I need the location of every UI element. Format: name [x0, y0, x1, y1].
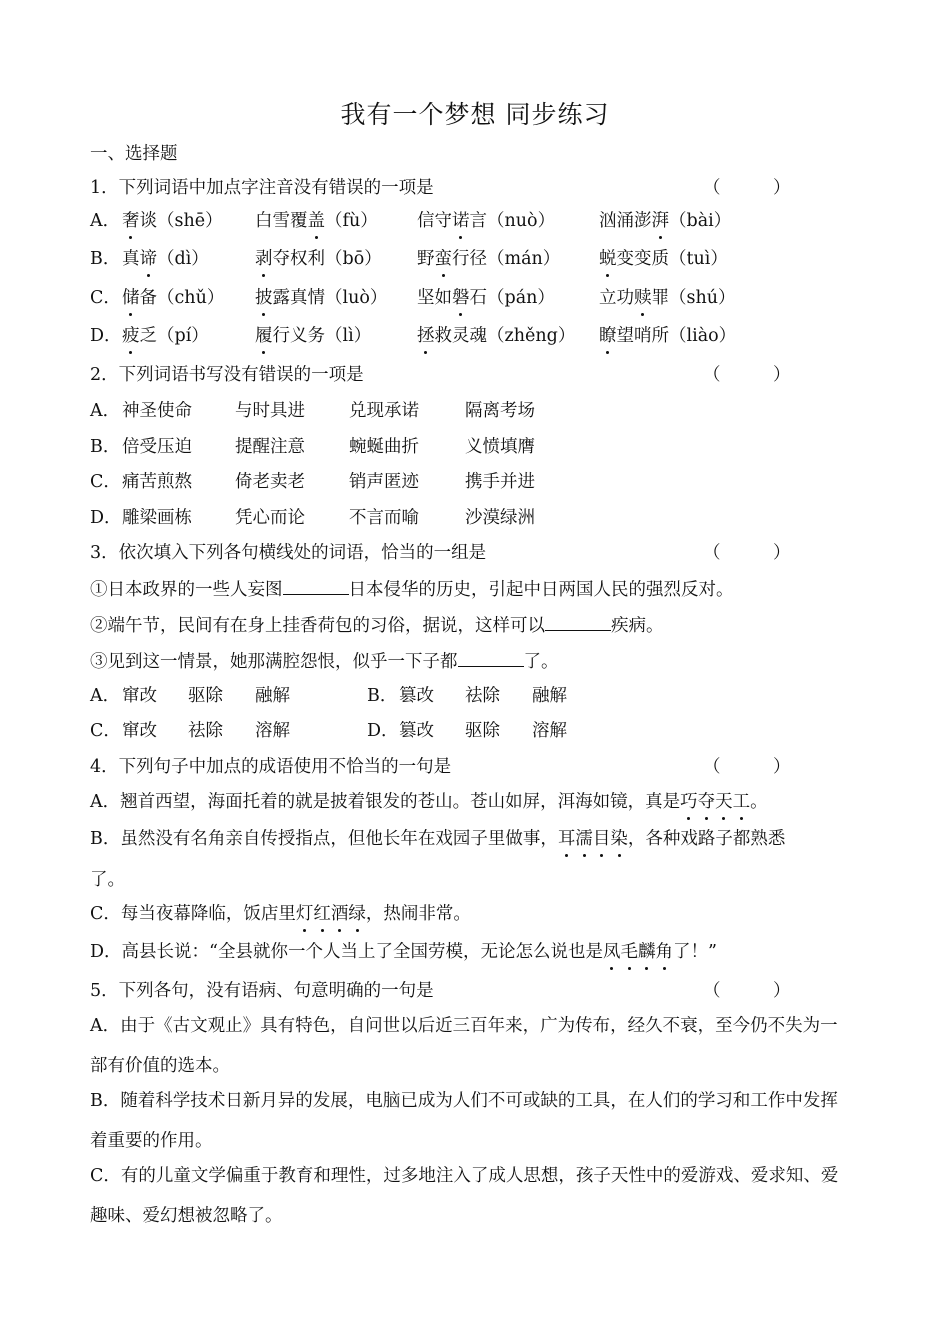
q3-option-word: 融解 — [532, 686, 567, 706]
q1-option-label: B． — [90, 249, 121, 269]
q5-option-b: B．随着科学技术日新月异的发展，电脑已成为人们不可或缺的工具，在人们的学习和工作中发挥着重要的作用。 — [90, 1091, 838, 1151]
item-text: 坚如 — [417, 288, 452, 308]
q1-option-label: A． — [90, 211, 121, 231]
q3-option-word: 窜改 — [122, 686, 157, 706]
q1-option-item — [599, 287, 736, 309]
q4-option-d — [90, 941, 717, 963]
q2-option-label: C． — [90, 472, 121, 492]
emphasis-char: 凤 — [602, 942, 621, 962]
emphasis-char: 工 — [732, 792, 751, 812]
q2-option-word: 神圣使命 — [122, 401, 192, 421]
item-text: 乏（pí） — [139, 326, 209, 346]
item-text: 言（nuò） — [469, 211, 556, 231]
fill-blank — [545, 614, 611, 631]
item-text: 备（chǔ） — [139, 288, 225, 308]
q1-option-item — [599, 325, 736, 347]
q2-option-label: D． — [90, 508, 122, 528]
emphasis-char: 谛 — [139, 249, 157, 269]
emphasis-char: 瞭 — [599, 326, 617, 346]
item-text: 白雪覆 — [255, 211, 308, 231]
emphasis-char: 灯 — [295, 904, 314, 924]
emphasis-char: 毛 — [620, 942, 638, 962]
q1-option-item — [122, 325, 209, 347]
fill-blank — [283, 578, 349, 595]
q3-option-word: 祛除 — [465, 686, 500, 706]
q2-answer-bracket: （ ） — [703, 365, 791, 385]
q3-option-word: 篡改 — [399, 686, 434, 706]
emphasis-char: 奢 — [122, 211, 140, 231]
item-text: （bài） — [669, 211, 732, 231]
q4-c-end: ，热闹非常。 — [365, 904, 471, 924]
q3-sentence-2 — [90, 614, 664, 637]
emphasis-char: 赎 — [634, 288, 652, 308]
q4-c-idiom — [296, 904, 366, 924]
q4-b-text: B．虽然没有名角亲自传授指点，但他长年在戏园子里做事， — [90, 829, 558, 849]
q4-a-text: A．翘首西望，海面托着的就是披着银发的苍山。苍山如屏，洱海如镜，真是 — [90, 792, 681, 812]
emphasis-char: 目 — [592, 829, 611, 849]
q4-answer-bracket: （ ） — [703, 757, 791, 777]
q3-sentence-3 — [90, 650, 559, 673]
emphasis-char: 蛮 — [434, 249, 452, 269]
q3-option-label: D． — [367, 721, 399, 741]
q4-option-a — [90, 791, 768, 813]
q1-answer-bracket: （ ） — [703, 178, 791, 198]
emphasis-char: 磐 — [452, 288, 470, 308]
emphasis-char: 湃 — [651, 211, 669, 231]
q1-option-item — [255, 287, 387, 309]
emphasis-char: 疲 — [122, 326, 140, 346]
q4-option-b — [90, 828, 785, 850]
item-text: 变变质（tuì） — [616, 249, 728, 269]
q2-option-word: 倚老卖老 — [235, 472, 305, 492]
emphasis-char: 耳 — [557, 829, 576, 849]
q3-s2-text: ②端午节，民间有在身上挂香荷包的习俗，据说，这样可以 — [90, 616, 545, 636]
q4-d-end: 了！” — [672, 942, 717, 962]
emphasis-char: 麟 — [637, 942, 656, 962]
item-text: 罪（shú） — [651, 288, 736, 308]
q4-d-text: D．高县长说：“全县就你一个人当上了全国劳模，无论怎么说也是 — [90, 942, 603, 962]
emphasis-char: 红 — [313, 904, 331, 924]
emphasis-char: 天 — [715, 792, 733, 812]
emphasis-char: 盖 — [307, 211, 325, 231]
q2-option-word: 倍受压迫 — [122, 437, 192, 457]
q3-option-word: 祛除 — [188, 721, 223, 741]
item-text: 真 — [122, 249, 140, 269]
emphasis-char: 巧 — [680, 792, 698, 812]
item-text: （fù） — [325, 211, 378, 231]
q1-stem: 1．下列词语中加点字注音没有错误的一项是 — [90, 178, 434, 198]
item-text: 望哨所（liào） — [616, 326, 737, 346]
q3-option-label: A． — [90, 686, 121, 706]
q1-option-item — [599, 248, 728, 270]
q2-option-label: B． — [90, 437, 121, 457]
emphasis-char: 角 — [655, 942, 673, 962]
q4-c-text: C．每当夜幕降临，饭店里 — [90, 904, 296, 924]
q3-s1-text-end: 日本侵华的历史，引起中日两国人民的强烈反对。 — [348, 580, 734, 600]
q2-stem: 2．下列词语书写没有错误的一项是 — [90, 365, 364, 385]
q4-stem: 4．下列句子中加点的成语使用不恰当的一句是 — [90, 757, 452, 777]
item-text: 信守 — [417, 211, 452, 231]
emphasis-char: 诺 — [452, 211, 470, 231]
q3-option-word: 融解 — [255, 686, 290, 706]
q1-option-item — [417, 287, 555, 309]
q2-option-word: 提醒注意 — [235, 437, 305, 457]
q3-s2-text-end: 疾病。 — [611, 616, 664, 636]
page-title: 我有一个梦想 同步练习 — [340, 100, 610, 129]
q1-option-item — [255, 325, 371, 347]
section-heading: 一、选择题 — [90, 144, 178, 164]
q1-option-label: C． — [90, 288, 121, 308]
q5-stem: 5．下列各句，没有语病、句意明确的一句是 — [90, 981, 434, 1001]
q1-option-item — [599, 210, 731, 232]
q1-option-label: D． — [90, 326, 122, 346]
item-text: 行义务（lì） — [272, 326, 372, 346]
q1-option-item — [122, 210, 223, 232]
q1-option-item — [122, 248, 209, 270]
item-text: 石（pán） — [469, 288, 555, 308]
q2-option-word: 义愤填膺 — [465, 437, 535, 457]
q3-stem: 3．依次填入下列各句横线处的词语，恰当的一组是 — [90, 543, 487, 563]
q3-option-word: 溶解 — [532, 721, 567, 741]
emphasis-char: 披 — [255, 288, 273, 308]
q3-option-word: 窜改 — [122, 721, 157, 741]
q1-option-item — [255, 210, 378, 232]
q3-s3-text: ③见到这一情景，她那满腔怨恨，似乎一下子都 — [90, 652, 458, 672]
q4-option-c — [90, 903, 471, 925]
emphasis-char: 蜕 — [599, 249, 617, 269]
q2-option-word: 凭心而论 — [235, 508, 305, 528]
emphasis-char: 拯 — [417, 326, 435, 346]
item-text: 谈（shē） — [139, 211, 223, 231]
q2-option-word: 与时具进 — [235, 401, 305, 421]
item-text: 救灵魂（zhěng） — [434, 326, 576, 346]
q2-option-word: 隔离考场 — [465, 401, 535, 421]
q2-option-word: 销声匿迹 — [349, 472, 419, 492]
q3-option-word: 篡改 — [399, 721, 434, 741]
item-text: 汹涌澎 — [599, 211, 652, 231]
item-text: （dì） — [157, 249, 209, 269]
q2-option-word: 不言而喻 — [349, 508, 419, 528]
q3-option-label: B． — [367, 686, 398, 706]
emphasis-char: 夺 — [697, 792, 716, 812]
q1-option-item — [417, 325, 575, 347]
q4-b-end: ，各种戏路子都熟悉 — [627, 829, 786, 849]
q5-option-a: A．由于《古文观止》具有特色，自问世以后近三百年来，广为传布，经久不衰，至今仍不失为一部有价值的选本。 — [90, 1016, 838, 1076]
item-text: 立功 — [599, 288, 634, 308]
q3-option-word: 溶解 — [255, 721, 290, 741]
emphasis-char: 染 — [610, 829, 628, 849]
emphasis-char: 酒 — [330, 904, 349, 924]
item-text: 野 — [417, 249, 435, 269]
emphasis-char: 履 — [255, 326, 273, 346]
item-text: 露真情（luò） — [272, 288, 388, 308]
q4-b-idiom — [558, 829, 628, 849]
q2-option-word: 兑现承诺 — [349, 401, 419, 421]
emphasis-char: 剥 — [255, 249, 273, 269]
fill-blank — [458, 650, 524, 667]
q2-option-word: 携手并进 — [465, 472, 535, 492]
item-text: 行径（mán） — [452, 249, 561, 269]
q2-option-word: 痛苦煎熬 — [122, 472, 192, 492]
q3-sentence-1 — [90, 578, 734, 601]
item-text: 夺权利（bō） — [272, 249, 382, 269]
q3-option-word: 驱除 — [465, 721, 500, 741]
q5-option-c: C．有的儿童文学偏重于教育和理性，过多地注入了成人思想，孩子天性中的爱游戏、爱求知、爱趣味、爱幻想被忽略了。 — [90, 1166, 839, 1226]
q1-option-item — [122, 287, 224, 309]
q1-option-item — [417, 210, 555, 232]
q2-option-label: A． — [90, 401, 121, 421]
emphasis-char: 储 — [122, 288, 140, 308]
q3-answer-bracket: （ ） — [703, 543, 791, 563]
q1-option-item — [255, 248, 382, 270]
q4-option-b-cont: 了。 — [90, 870, 125, 890]
q2-option-word: 沙漠绿洲 — [465, 508, 535, 528]
q2-option-word: 蜿蜒曲折 — [349, 437, 419, 457]
emphasis-char: 濡 — [575, 829, 593, 849]
q4-a-idiom — [680, 792, 750, 812]
emphasis-char: 绿 — [348, 904, 366, 924]
q3-option-word: 驱除 — [188, 686, 223, 706]
q1-option-item — [417, 248, 560, 270]
q4-d-idiom — [603, 942, 673, 962]
q3-s3-text-end: 了。 — [523, 652, 559, 672]
q3-option-label: C． — [90, 721, 121, 741]
q5-answer-bracket: （ ） — [703, 981, 791, 1001]
q4-a-end: 。 — [750, 792, 768, 812]
q2-option-word: 雕梁画栋 — [122, 508, 192, 528]
q3-s1-text: ①日本政界的一些人妄图 — [90, 580, 283, 600]
